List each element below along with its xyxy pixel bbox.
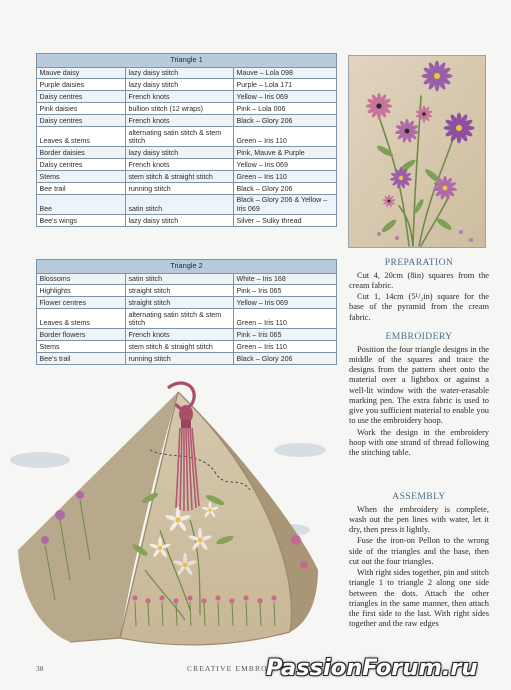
paragraph: Work the design in the embroidery hoop with one strand of thread following the stitching table.: [349, 427, 489, 458]
table-row: [37, 273, 337, 285]
border-flower: [215, 595, 220, 600]
border-flower: [173, 598, 178, 603]
stitch-cell: lazy daisy stitch: [126, 67, 234, 79]
pyramid-pincushion-photo: [0, 380, 330, 660]
stitch-table-triangle-1: [36, 53, 337, 227]
design-element-cell: Stems: [37, 341, 126, 353]
design-element-cell: Leaves & stems: [37, 127, 126, 147]
stitch-cell: running stitch: [126, 183, 234, 195]
design-element-cell: Bee's wings: [37, 215, 126, 227]
thread-cell: Yellow – Iris 069: [234, 159, 337, 171]
daisy-embroidery-photo: [348, 55, 486, 248]
paragraph: When the embroidery is complete, wash out the pen lines with water, let it dry, then press it lightly.: [349, 504, 489, 535]
border-flower: [132, 595, 137, 600]
stitch-cell: satin stitch: [126, 195, 234, 215]
flower-centre: [443, 186, 448, 191]
paragraph: Position the four triangle designs in the middle of the squares and trace the designs from the pattern sheet onto the material over a lightbox or against a well-lit window with the water-erasable marking pen. The extra fabric is used to give you sufficient material to enable you to use the embroidery hoop.: [349, 344, 489, 426]
table-row: [37, 147, 337, 159]
flower-centre: [434, 73, 440, 79]
design-element-cell: Bee: [37, 195, 126, 215]
assembly-section: [349, 491, 489, 631]
table-title: Triangle 2: [37, 260, 337, 274]
table-row: [37, 353, 337, 365]
flower-centre: [376, 103, 381, 108]
design-element-cell: Purple daisies: [37, 79, 126, 91]
thread-cell: Black – Glory 206: [234, 115, 337, 127]
flower-centre: [183, 563, 188, 568]
table-row: [37, 127, 337, 147]
table-row: [37, 215, 337, 227]
magazine-title: CREATIVE EMBROID: [187, 664, 278, 673]
border-flower: [159, 595, 164, 600]
stitch-cell: bullion stitch (12 wraps): [126, 103, 234, 115]
stitch-cell: lazy daisy stitch: [126, 79, 234, 91]
table-row: [37, 297, 337, 309]
preparation-section: [349, 257, 489, 324]
paragraph: Fuse the iron-on Pellon to the wrong side of the triangles and the base, then cut out the four triangles.: [349, 536, 489, 566]
border-flower: [201, 598, 206, 603]
stitch-cell: satin stitch: [126, 273, 234, 285]
flower-centre: [175, 517, 180, 522]
thread-cell: Pink – Iris 065: [234, 329, 337, 341]
table-row: [37, 115, 337, 127]
paragraph: Cut 4, 20cm (8in) squares from the cream fabric.: [349, 270, 489, 290]
table-row: [37, 91, 337, 103]
border-flower: [229, 598, 234, 603]
table-row: [37, 309, 337, 329]
table-row: [37, 329, 337, 341]
table-row: [37, 195, 337, 215]
flower-centre: [198, 538, 203, 543]
border-flower: [257, 598, 262, 603]
stitch-cell: stem stitch & straight stitch: [126, 171, 234, 183]
design-element-cell: Daisy centres: [37, 91, 126, 103]
embroidery-heading: EMBROIDERY: [385, 331, 453, 342]
stitch-cell: running stitch: [126, 353, 234, 365]
stitch-cell: French knots: [126, 329, 234, 341]
thread-cell: Green – Iris 110: [234, 171, 337, 183]
thread-cell: Yellow – Iris 069: [234, 297, 337, 309]
thread-cell: Mauve – Lola 098: [234, 67, 337, 79]
design-element-cell: Blossoms: [37, 273, 126, 285]
design-element-cell: Bee trail: [37, 183, 126, 195]
table-row: [37, 171, 337, 183]
thread-cell: Green – Iris 110: [234, 309, 337, 329]
thread-cell: Pink, Mauve & Purple: [234, 147, 337, 159]
assembly-heading: ASSEMBLY: [392, 491, 446, 502]
design-element-cell: Highlights: [37, 285, 126, 297]
stitch-cell: straight stitch: [126, 285, 234, 297]
border-flower: [271, 595, 276, 600]
stitch-cell: French knots: [126, 159, 234, 171]
preparation-heading: PREPARATION: [384, 257, 454, 268]
table-row: [37, 285, 337, 297]
flower-centre: [388, 200, 391, 203]
stitch-cell: French knots: [126, 115, 234, 127]
thread-cell: Yellow – Iris 069: [234, 91, 337, 103]
table-title: Triangle 1: [37, 54, 337, 68]
table-row: [37, 183, 337, 195]
paragraph: Cut 1, 14cm (5¹/₂in) square for the base of the pyramid from the cream fabric.: [349, 292, 489, 322]
table-row: [37, 103, 337, 115]
stitch-cell: straight stitch: [126, 297, 234, 309]
table-row: [37, 341, 337, 353]
design-element-cell: Bee's trail: [37, 353, 126, 365]
thread-cell: Green – Iris 110: [234, 341, 337, 353]
thread-cell: Black – Glory 206: [234, 353, 337, 365]
design-element-cell: Stems: [37, 171, 126, 183]
page-number: 38: [36, 664, 44, 673]
design-element-cell: Border flowers: [37, 329, 126, 341]
flower-centre: [422, 112, 426, 116]
border-flower: [187, 595, 192, 600]
stitch-cell: alternating satin stitch & stem stitch: [126, 309, 234, 329]
stitch-table-triangle-2: [36, 259, 337, 365]
stitch-cell: lazy daisy stitch: [126, 215, 234, 227]
table-row: [37, 67, 337, 79]
design-element-cell: Border daisies: [37, 147, 126, 159]
flower-centre: [405, 129, 410, 134]
border-flower: [145, 598, 150, 603]
flower-centre: [158, 546, 162, 550]
thread-cell: Pink – Iris 065: [234, 285, 337, 297]
flower-centre: [456, 125, 462, 131]
flower-centre: [399, 176, 403, 180]
thread-cell: Pink – Lola 006: [234, 103, 337, 115]
design-element-cell: Pink daisies: [37, 103, 126, 115]
thread-cell: Black – Glory 206 & Yellow – Iris 069: [234, 195, 337, 215]
thread-cell: Purple – Lola 171: [234, 79, 337, 91]
design-element-cell: Flower centres: [37, 297, 126, 309]
thread-cell: Black – Glory 206: [234, 183, 337, 195]
stitch-cell: stem stitch & straight stitch: [126, 341, 234, 353]
thread-cell: White – Iris 168: [234, 273, 337, 285]
thread-cell: Green – Iris 110: [234, 127, 337, 147]
stitch-cell: lazy daisy stitch: [126, 147, 234, 159]
table-row: [37, 159, 337, 171]
stitch-cell: French knots: [126, 91, 234, 103]
embroidery-section: [349, 331, 489, 459]
flower-centre: [208, 508, 212, 512]
table-row: [37, 79, 337, 91]
watermark-logo: PassionForum.ru: [266, 655, 478, 681]
stitch-cell: alternating satin stitch & stem stitch: [126, 127, 234, 147]
thread-cell: Silver – Sulky thread: [234, 215, 337, 227]
design-element-cell: Mauve daisy: [37, 67, 126, 79]
design-element-cell: Daisy centres: [37, 159, 126, 171]
border-flower: [243, 595, 248, 600]
design-element-cell: Leaves & stems: [37, 309, 126, 329]
design-element-cell: Daisy centres: [37, 115, 126, 127]
paragraph: With right sides together, pin and stitch triangle 1 to triangle 2 along one side between the dots. Attach the other triangles in the same manner, then attach the first side to the last. With right sides together and the raw edges: [349, 568, 489, 629]
